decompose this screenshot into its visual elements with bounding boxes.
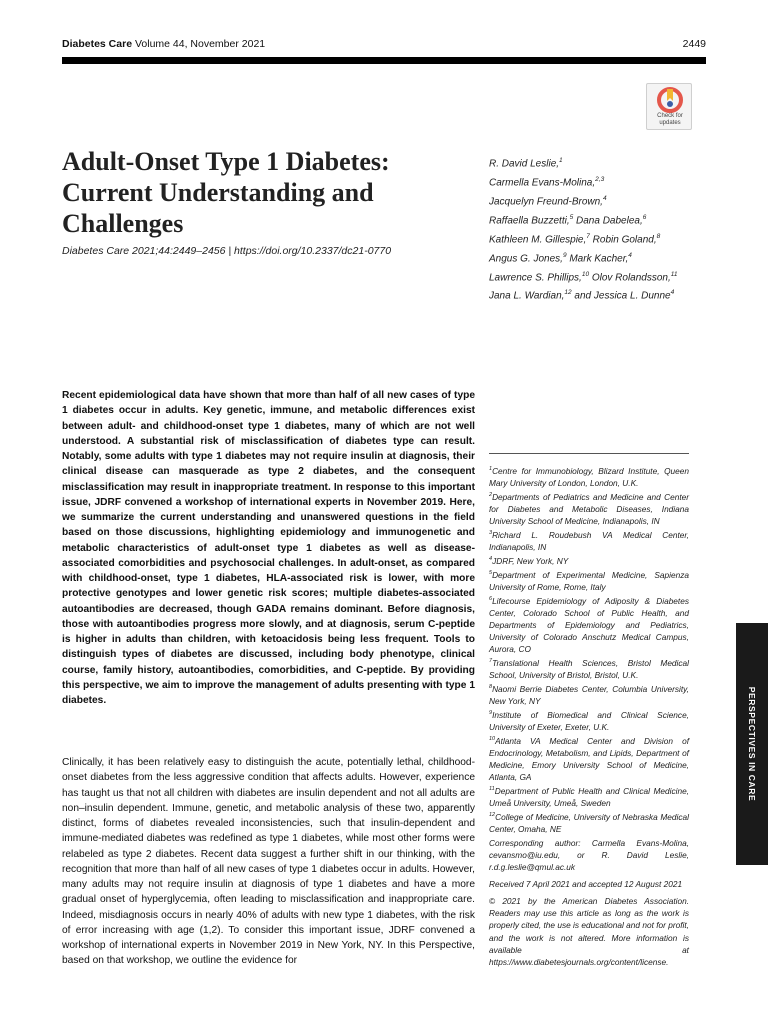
body-paragraph: Clinically, it has been relatively easy to distinguish the acute, potentially lethal, childhood-onset diabetes from the less aggressive condition that affects adults. However, experience has taught us that not all children with diabetes are insulin dependent and not all adults are non–insulin dependent. Immune, genetic, and metabolic analysis of these two, apparently distinct, forms of diabetes revealed inconsistencies, such that insulin-dependent and immune-mediated diabetes was redefined as type 1 diabetes, while most other forms were relabeled as type 2 diabetes. Recent data suggest a further shift in our thinking, with the recognition that more than half of all new cases of type 1 diabetes occur in adults. However, many adults may not require insulin at diagnosis of type 1 diabetes and have a more gradual onset of hyperglycemia, often leading to misclassification and inappropriate care. Indeed, misdiagnosis occurs in nearly 40% of adults with new type 1 diabetes, with the risk of error increasing with age (1,2). To consider this important issue, JDRF convened a workshop of international experts in November 2019 in New York, NY. In this Perspective, based on that workshop, we outline the evidence for	[62, 757, 475, 967]
author-list	[489, 153, 709, 304]
affiliation-item: $^8$Naomi Berrie Diabetes Center, Columbia University, New York, NY	[489, 683, 689, 706]
received-date: Received 7 April 2021 and accepted 12 August 2021	[489, 879, 683, 890]
title-line: Adult-Onset Type 1 Diabetes:	[62, 147, 390, 176]
check-for-updates-badge[interactable]	[646, 83, 692, 130]
running-head	[62, 38, 706, 52]
affiliation-item: $^{12}$College of Medicine, University of Nebraska Medical Center, Omaha, NE	[489, 811, 689, 834]
title-line: Challenges	[62, 209, 184, 238]
affiliation-item: $^9$Institute of Biomedical and Clinical Science, University of Exeter, Exeter, U.K.	[489, 709, 689, 732]
affiliation-item: $^7$Translational Health Sciences, Bristol Medical School, University of Bristol, Bristol, U.K.	[489, 657, 689, 680]
citation-line[interactable]: Diabetes Care 2021;44:2449–2456 | https://doi.org/10.2337/dc21-0770	[62, 245, 392, 257]
section-tab	[736, 623, 768, 865]
affiliation-item: $^1$Centre for Immunobiology, Blizard Institute, Queen Mary University of London, London, U.K.	[489, 465, 689, 488]
affiliations	[489, 463, 689, 968]
author-line: Kathleen M. Gillespie,$^7$ Robin Goland,$^8$	[489, 232, 661, 246]
author-line: Raffaella Buzzetti,$^5$ Dana Dabelea,$^6$	[489, 213, 647, 227]
article-title	[62, 146, 462, 239]
affiliation-item: $^6$Lifecourse Epidemiology of Adiposity & Diabetes Center, Colorado School of Public Health, and Departments of Epidemiology and Pediatrics, University of Colorado Anschutz Medical Campus, Aurora, CO	[489, 595, 689, 654]
corresponding-author[interactable]: Corresponding author: Carmella Evans-Molina, cevansmo@iu.edu, or R. David Leslie, r.d.g.leslie@qmul.ac.uk	[489, 837, 689, 873]
author-line: Jacquelyn Freund-Brown,$^4$	[489, 194, 607, 208]
title-line: Current Understanding and	[62, 178, 374, 207]
badge-label: Check for updates	[657, 113, 683, 126]
author-line: Lawrence S. Phillips,$^{10}$ Olov Rolandsson,$^{11}$	[489, 270, 678, 283]
sidebar-rule	[489, 453, 689, 454]
section-tab-label: PERSPECTIVES IN CARE	[747, 686, 757, 802]
affiliation-item: $^3$Richard L. Roudebush VA Medical Center, Indianapolis, IN	[489, 529, 689, 552]
affiliation-item: $^4$JDRF, New York, NY	[489, 555, 569, 566]
page-number: 2449	[682, 38, 706, 50]
issue-info: Volume 44, November 2021	[134, 38, 266, 50]
header-rule	[62, 57, 706, 64]
author-line: Carmella Evans-Molina,$^{2,3}$	[489, 175, 605, 189]
author-line: R. David Leslie,$^1$	[489, 157, 563, 170]
author-line: Angus G. Jones,$^9$ Mark Kacher,$^4$	[489, 251, 632, 264]
crossmark-icon	[657, 87, 683, 113]
affiliation-item: $^5$Department of Experimental Medicine, Sapienza University of Rome, Rome, Italy	[489, 569, 689, 592]
author-line: Jana L. Wardian,$^{12}$ and Jessica L. Dunne$^4$	[489, 289, 675, 302]
affiliation-item: $^{10}$Atlanta VA Medical Center and Division of Endocrinology, Metabolism, and Lipids, Department of Medicine, Emory University School of Medicine, Atlanta, GA	[489, 735, 689, 782]
license-notice: © 2021 by the American Diabetes Association. Readers may use this article as long as the work is properly cited, the use is educational and not for profit, and the work is not altered. More information is available at https://www.diabetesjournals.org/content/license.	[489, 896, 689, 967]
abstract: Recent epidemiological data have shown that more than half of all new cases of type 1 diabetes occur in adults. Key genetic, immune, and metabolic differences exist between adult- and childhood-onset type 1 diabetes, many of which are not well understood. A substantial risk of misclassification of diabetes type can result. Notably, some adults with type 1 diabetes may not require insulin at diagnosis, their clinical disease can masquerade as type 2 diabetes, and the consequent misclassification may result in inappropriate treatment. In response to this important issue, JDRF convened a workshop of international experts in November 2019. Here, we summarize the current understanding and unanswered questions in the field based on those discussions, highlighting epidemiology and immunogenetic and metabolic characteristics of adult-onset type 1 diabetes as well as disease-associated comorbidities and psychosocial challenges. In adult-onset, as compared with childhood-onset, type 1 diabetes, HLA-associated risk is lower, with more protective genotypes and lower genetic risk scores; multiple diabetes-associated autoantibodies are decreased, though GADA remains dominant. Before diagnosis, those with autoantibodies progress more slowly, and at diagnosis, serum C-peptide is higher in adults than children, with ketoacidosis being less frequent. Tools to distinguish types of diabetes are discussed, including body phenotype, clinical course, family history, autoantibodies, comorbidities, and C-peptide. By providing this perspective, we aim to improve the management of adults presenting with type 1 diabetes.	[62, 390, 475, 706]
journal-name: Diabetes Care	[62, 38, 133, 50]
affiliation-item: $^{11}$Department of Public Health and Clinical Medicine, Umeå University, Umeå, Sweden	[489, 785, 689, 808]
affiliation-item: $^2$Departments of Pediatrics and Medicine and Center for Diabetes and Metabolic Diseases, Indiana University School of Medicine, Indianapolis, IN	[489, 491, 689, 526]
